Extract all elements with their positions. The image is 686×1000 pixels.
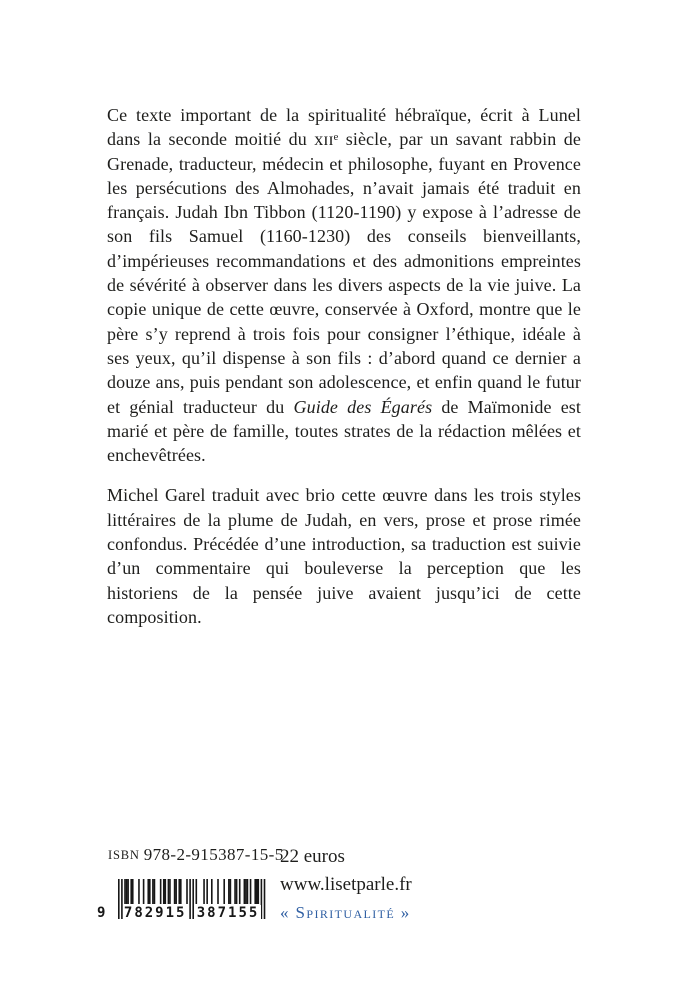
paragraph-1-text-a: Ce texte important de la spiritualité hébraïque, écrit à Lunel dans la seconde moitié du xɪɪᵉ siècle, par un savant rabbin de Grenade, traducteur, médecin et philosophe, fuyant en Provence les persécutions des Almohades, n’avait jamais été traduit en français. Judah Ibn Tibbon (1120-1190) y expose à l’adresse de son fils Samuel (1160-1230) des conseils bienveillants, d’impérieuses recommandations et des admonitions empreintes de sévérité à observer dans les divers aspects de la vie juive. La copie unique de cette œuvre, conservée à Oxford, montre que le père s’y reprend à trois fois pour consigner l’éthique, idéale à ses yeux, qu’il dispense à son fils : d’abord quand ce dernier a douze ans, puis pendant son adolescence, et enfin quand le futur et génial traducteur du — [107, 105, 581, 417]
isbn-number: 978-2-915387-15-5 — [143, 845, 284, 864]
price: 22 euros — [280, 846, 345, 867]
publisher-info — [280, 843, 412, 927]
collection-badge: « Spiritualité » — [280, 903, 411, 922]
body-text — [107, 103, 581, 629]
paragraph-1-text-b: de Maïmonide est marié et père de famille, toutes strates de la rédaction mêlées et enchevêtrées. — [107, 396, 581, 466]
isbn-line — [108, 845, 284, 865]
barcode-digits-left: 782915 — [123, 905, 187, 921]
barcode-digits-right: 387155 — [196, 905, 260, 921]
website-url: www.lisetparle.fr — [280, 874, 412, 895]
book-title-italic: Guide des Égarés — [293, 396, 433, 417]
barcode-digit-first: 9 — [97, 905, 108, 921]
paragraph-1 — [107, 103, 581, 467]
paragraph-2: Michel Garel traduit avec brio cette œuvre dans les trois styles littéraires de la plume de Judah, en vers, prose et prose rimée confondus. Précédée d’une introduction, sa traduction est suivie d’un commentaire qui bouleverse la perception que les historiens de la pensée juive avaient jusqu’ici de cette composition. — [107, 485, 581, 627]
isbn-label: ISBN — [108, 848, 140, 862]
barcode — [97, 879, 266, 922]
